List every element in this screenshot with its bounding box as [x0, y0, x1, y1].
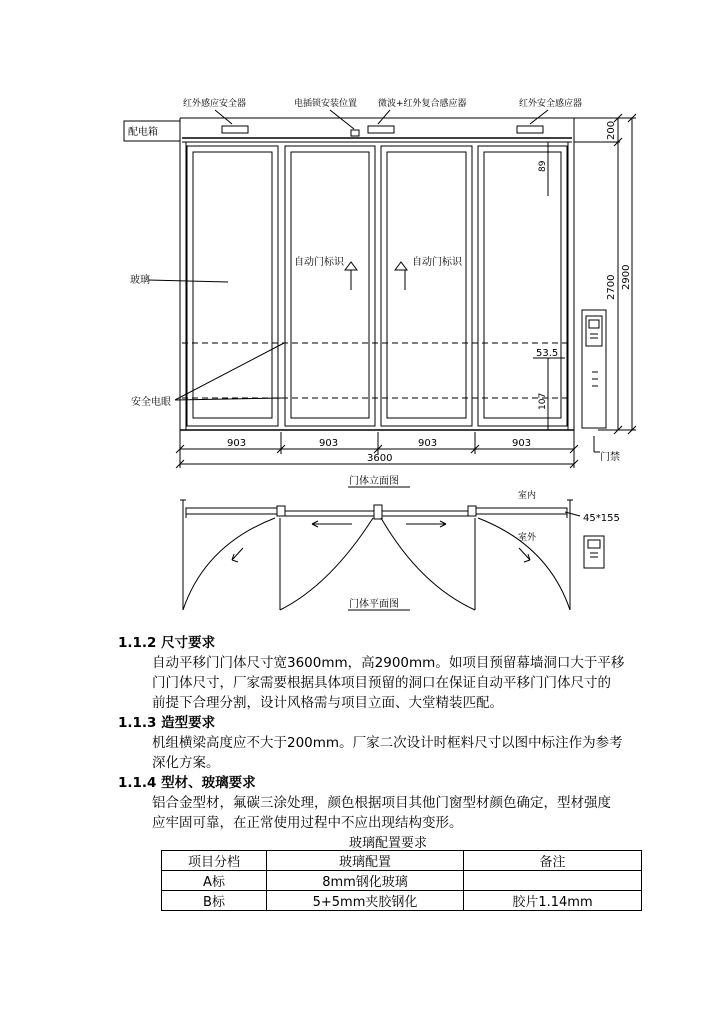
plan-view: [180, 500, 604, 610]
paragraph-line: 门门体尺寸，厂家需要根据具体项目预留的洞口在保证自动平移门门体尺寸的: [152, 675, 611, 691]
section-heading: 1.1.4 型材、玻璃要求: [118, 775, 256, 791]
table-caption: 玻璃配置要求: [348, 836, 427, 851]
label-ir-sensor: 红外感应安全器: [183, 99, 247, 109]
dim-mid: 53.5: [536, 348, 559, 359]
elevation-title: 门体立面图: [349, 476, 399, 487]
cell-glass: 5+5mm夹胶钢化: [267, 891, 464, 911]
label-distribution-box: 配电箱: [128, 127, 158, 138]
dim-top-gap: 89: [538, 160, 548, 172]
label-safety-beam: 安全电眼: [131, 397, 171, 408]
paragraph-line: 自动平移门门体尺寸宽3600mm，高2900mm。如项目预留幕墙洞口大于平移: [152, 655, 625, 671]
dim-panel-2: 903: [319, 438, 339, 449]
dim-low: 107: [538, 392, 548, 410]
paragraph-line: 铝合金型材，氟碳三涂处理，颜色根据项目其他门窗型材颜色确定，型材强度: [152, 795, 611, 811]
dim-panel-3: 903: [418, 438, 438, 449]
section-heading: 1.1.2 尺寸要求: [118, 635, 216, 651]
dim-overall: 3600: [367, 453, 393, 464]
dim-header: 200: [606, 120, 617, 140]
table-header-row: [162, 851, 642, 871]
dim-panel-4: 903: [512, 438, 532, 449]
header-note: 备注: [464, 851, 642, 871]
paragraph-line: 前提下合理分割，设计风格需与项目立面、大堂精装匹配。: [152, 695, 503, 711]
paragraph-line: 深化方案。: [152, 755, 220, 771]
label-door-mark-left: 自动门标识: [294, 257, 344, 268]
label-ir-safety-sensor: 红外安全感应器: [519, 99, 583, 109]
plan-outdoor: 室外: [518, 533, 537, 543]
label-glass: 玻璃: [130, 275, 150, 286]
paragraph-line: 应牢固可靠，在正常使用过程中不应出现结构变形。: [152, 815, 463, 831]
plan-section-dim: 45*155: [583, 513, 620, 524]
glass-config-table: [161, 850, 642, 911]
label-lock-position: 电插锁安装位置: [294, 99, 358, 109]
paragraph-line: 机组横梁高度应不大于200mm。厂家二次设计时框料尺寸以图中标注作为参考: [152, 735, 623, 751]
header-grade: 项目分档: [162, 851, 267, 871]
cell-glass: 8mm钢化玻璃: [267, 871, 464, 891]
plan-indoor: 室内: [518, 491, 537, 501]
cell-grade: B标: [162, 891, 267, 911]
label-door-mark-right: 自动门标识: [412, 257, 462, 268]
plan-title: 门体平面图: [349, 599, 399, 610]
label-microwave-sensor: 微波+红外复合感应器: [378, 99, 467, 109]
dim-panel-1: 903: [227, 438, 247, 449]
table-row: [162, 871, 642, 891]
section-material: [118, 773, 658, 833]
header-glass: 玻璃配置: [267, 851, 464, 871]
label-access-control: 门禁: [600, 452, 620, 463]
elevation-view: [124, 110, 636, 487]
section-style: [118, 713, 658, 773]
table-row: [162, 891, 642, 911]
cell-grade: A标: [162, 871, 267, 891]
dim-leaf: 2700: [606, 274, 617, 300]
dim-total: 2900: [621, 264, 632, 290]
cell-note: [464, 871, 642, 891]
section-heading: 1.1.3 造型要求: [118, 715, 216, 731]
cell-note: 胶片1.14mm: [464, 891, 642, 911]
section-size: [118, 633, 658, 713]
